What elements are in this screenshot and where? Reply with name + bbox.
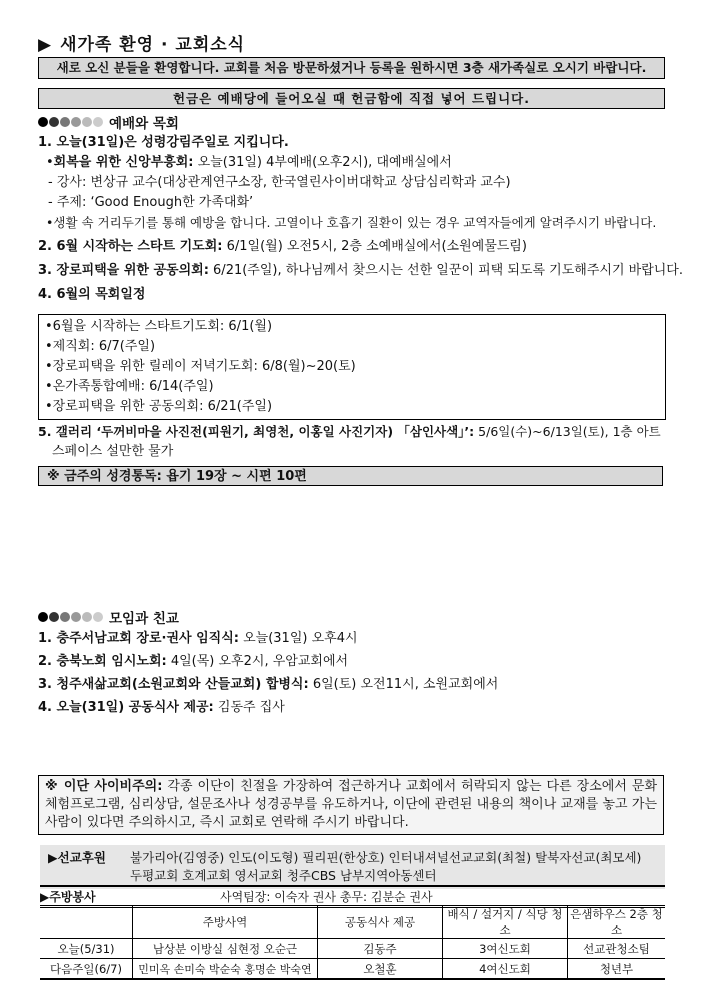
bible-reading-box: ※ 금주의 성경통독: 욥기 19장 ~ 시편 10편 [38,466,663,486]
worship-item-1-speaker: - 강사: 변상규 교수(대상관계연구소장, 한국열린사이버대학교 상담심리학과 교수) [48,175,511,190]
schedule-item: •장로피택을 위한 공동의회: 6/21(주일) [45,399,273,414]
worship-item-4: 4. 6월의 목회일정 [38,287,146,302]
triangle-icon: ▶ [38,35,53,55]
mission-support [40,845,665,889]
table-row: 오늘(5/31) 남상분 이방실 심현정 오순근 김동주 3여신도회 선교관청소팀 [40,939,665,959]
worship-item-2: 2. 6월 시작하는 스타트 기도회: 6/1일(월) 오전5시, 2층 소예배실에서(소원예물드림) [38,239,527,254]
fellowship-heading: 모임과 친교 [38,607,179,627]
fellowship-item: 4. 오늘(31일) 공동식사 제공: 김동주 집사 [38,700,285,715]
schedule-item: •온가족통합예배: 6/14(주일) [45,379,214,394]
fellowship-item: 2. 충북노회 임시노회: 4일(목) 오후2시, 우암교회에서 [38,654,349,669]
worship-item-1: 1. 오늘(31일)은 성령강림주일로 지킵니다. [38,135,289,150]
fellowship-item: 1. 충주서남교회 장로·권사 임직식: 오늘(31일) 오후4시 [38,631,358,646]
page-title: ▶ 새가족 환영 · 교회소식 [38,35,246,55]
fellowship-item: 3. 청주새삶교회(소원교회와 산들교회) 합병식: 6일(토) 오전11시, 소원교회에서 [38,677,499,692]
kitchen-header: ▶주방봉사 사역팀장: 이숙자 권사 총무: 김분순 권사 [40,885,665,908]
schedule-box [38,314,666,420]
kitchen-table [40,905,665,980]
cult-warning-notice: ※ 이단 사이비주의: 각종 이단이 친절을 가장하여 접근하거나 교회에서 허락되지 않는 다른 장소에서 문화체험프로그램, 심리상담, 설문조사나 성경공부를 유도하거나, 이단에 관련된 내용의 책이나 교재를 놓고 가는 사람이 있다면 주의하시고, 즉시 교회로 연락해 주시기 바랍니다. [38,775,664,835]
schedule-item: •제직회: 6/7(주일) [45,339,156,354]
welcome-box: 새로 오신 분들을 환영합니다. 교회를 처음 방문하셨거나 등록을 원하시면 3층 새가족실로 오시기 바랍니다. [38,57,665,79]
worship-item-3: 3. 장로피택을 위한 공동의회: 6/21(주일), 하나님께서 찾으시는 선한 일꾼이 피택 되도록 기도해주시기 바랍니다. [38,263,683,278]
mission-label: ▶선교후원 [48,850,106,865]
worship-item-5: 5. 갤러리 ‘두꺼비마을 사진전(피원기, 최영천, 이홍일 사진기자) 「삼인사색」’: 5/6일(수)~6/13일(토), 1층 아트 [38,424,661,439]
worship-item-1-prevention: •생활 속 거리두기를 통해 예방을 합니다. 고열이나 호흡기 질환이 있는 경우 교역자들에게 알려주시기 바랍니다. [46,215,657,230]
worship-item-1-revival: •회복을 위한 신앙부흥회: 오늘(31일) 4부예배(오후2시), 대예배실에서 [46,155,452,170]
bullet-dots-icon [38,612,103,622]
offering-box: 헌금은 예배당에 들어오실 때 헌금함에 직접 넣어 드립니다. [38,88,665,109]
mission-line-2: 두평교회 호계교회 영서교회 청주CBS 남부지역아동센터 [130,868,437,883]
worship-item-5-cont: 스페이스 설만한 물가 [52,444,174,459]
mission-line-1: 불가리아(김영중) 인도(이도형) 필리핀(한상호) 인터내셔널선교교회(최철) 탈북자선교(최모세) [130,850,642,865]
schedule-item: •6월을 시작하는 스타트기도회: 6/1(월) [45,319,273,334]
worship-item-1-topic: - 주제: ‘Good Enough한 가족대화’ [48,195,254,210]
table-header-row: 주방사역 공동식사 제공 배식 / 설거지 / 식당 청소 은샘하우스 2층 청소 [40,906,665,939]
schedule-item: •장로피택을 위한 릴레이 저녁기도회: 6/8(월)~20(토) [45,359,356,374]
worship-heading: 예배와 목회 [38,112,179,132]
bullet-dots-icon [38,117,103,127]
table-row: 다음주일(6/7) 민미옥 손미숙 박순숙 홍명순 박숙연 오철훈 4여신도회 청년부 [40,959,665,980]
